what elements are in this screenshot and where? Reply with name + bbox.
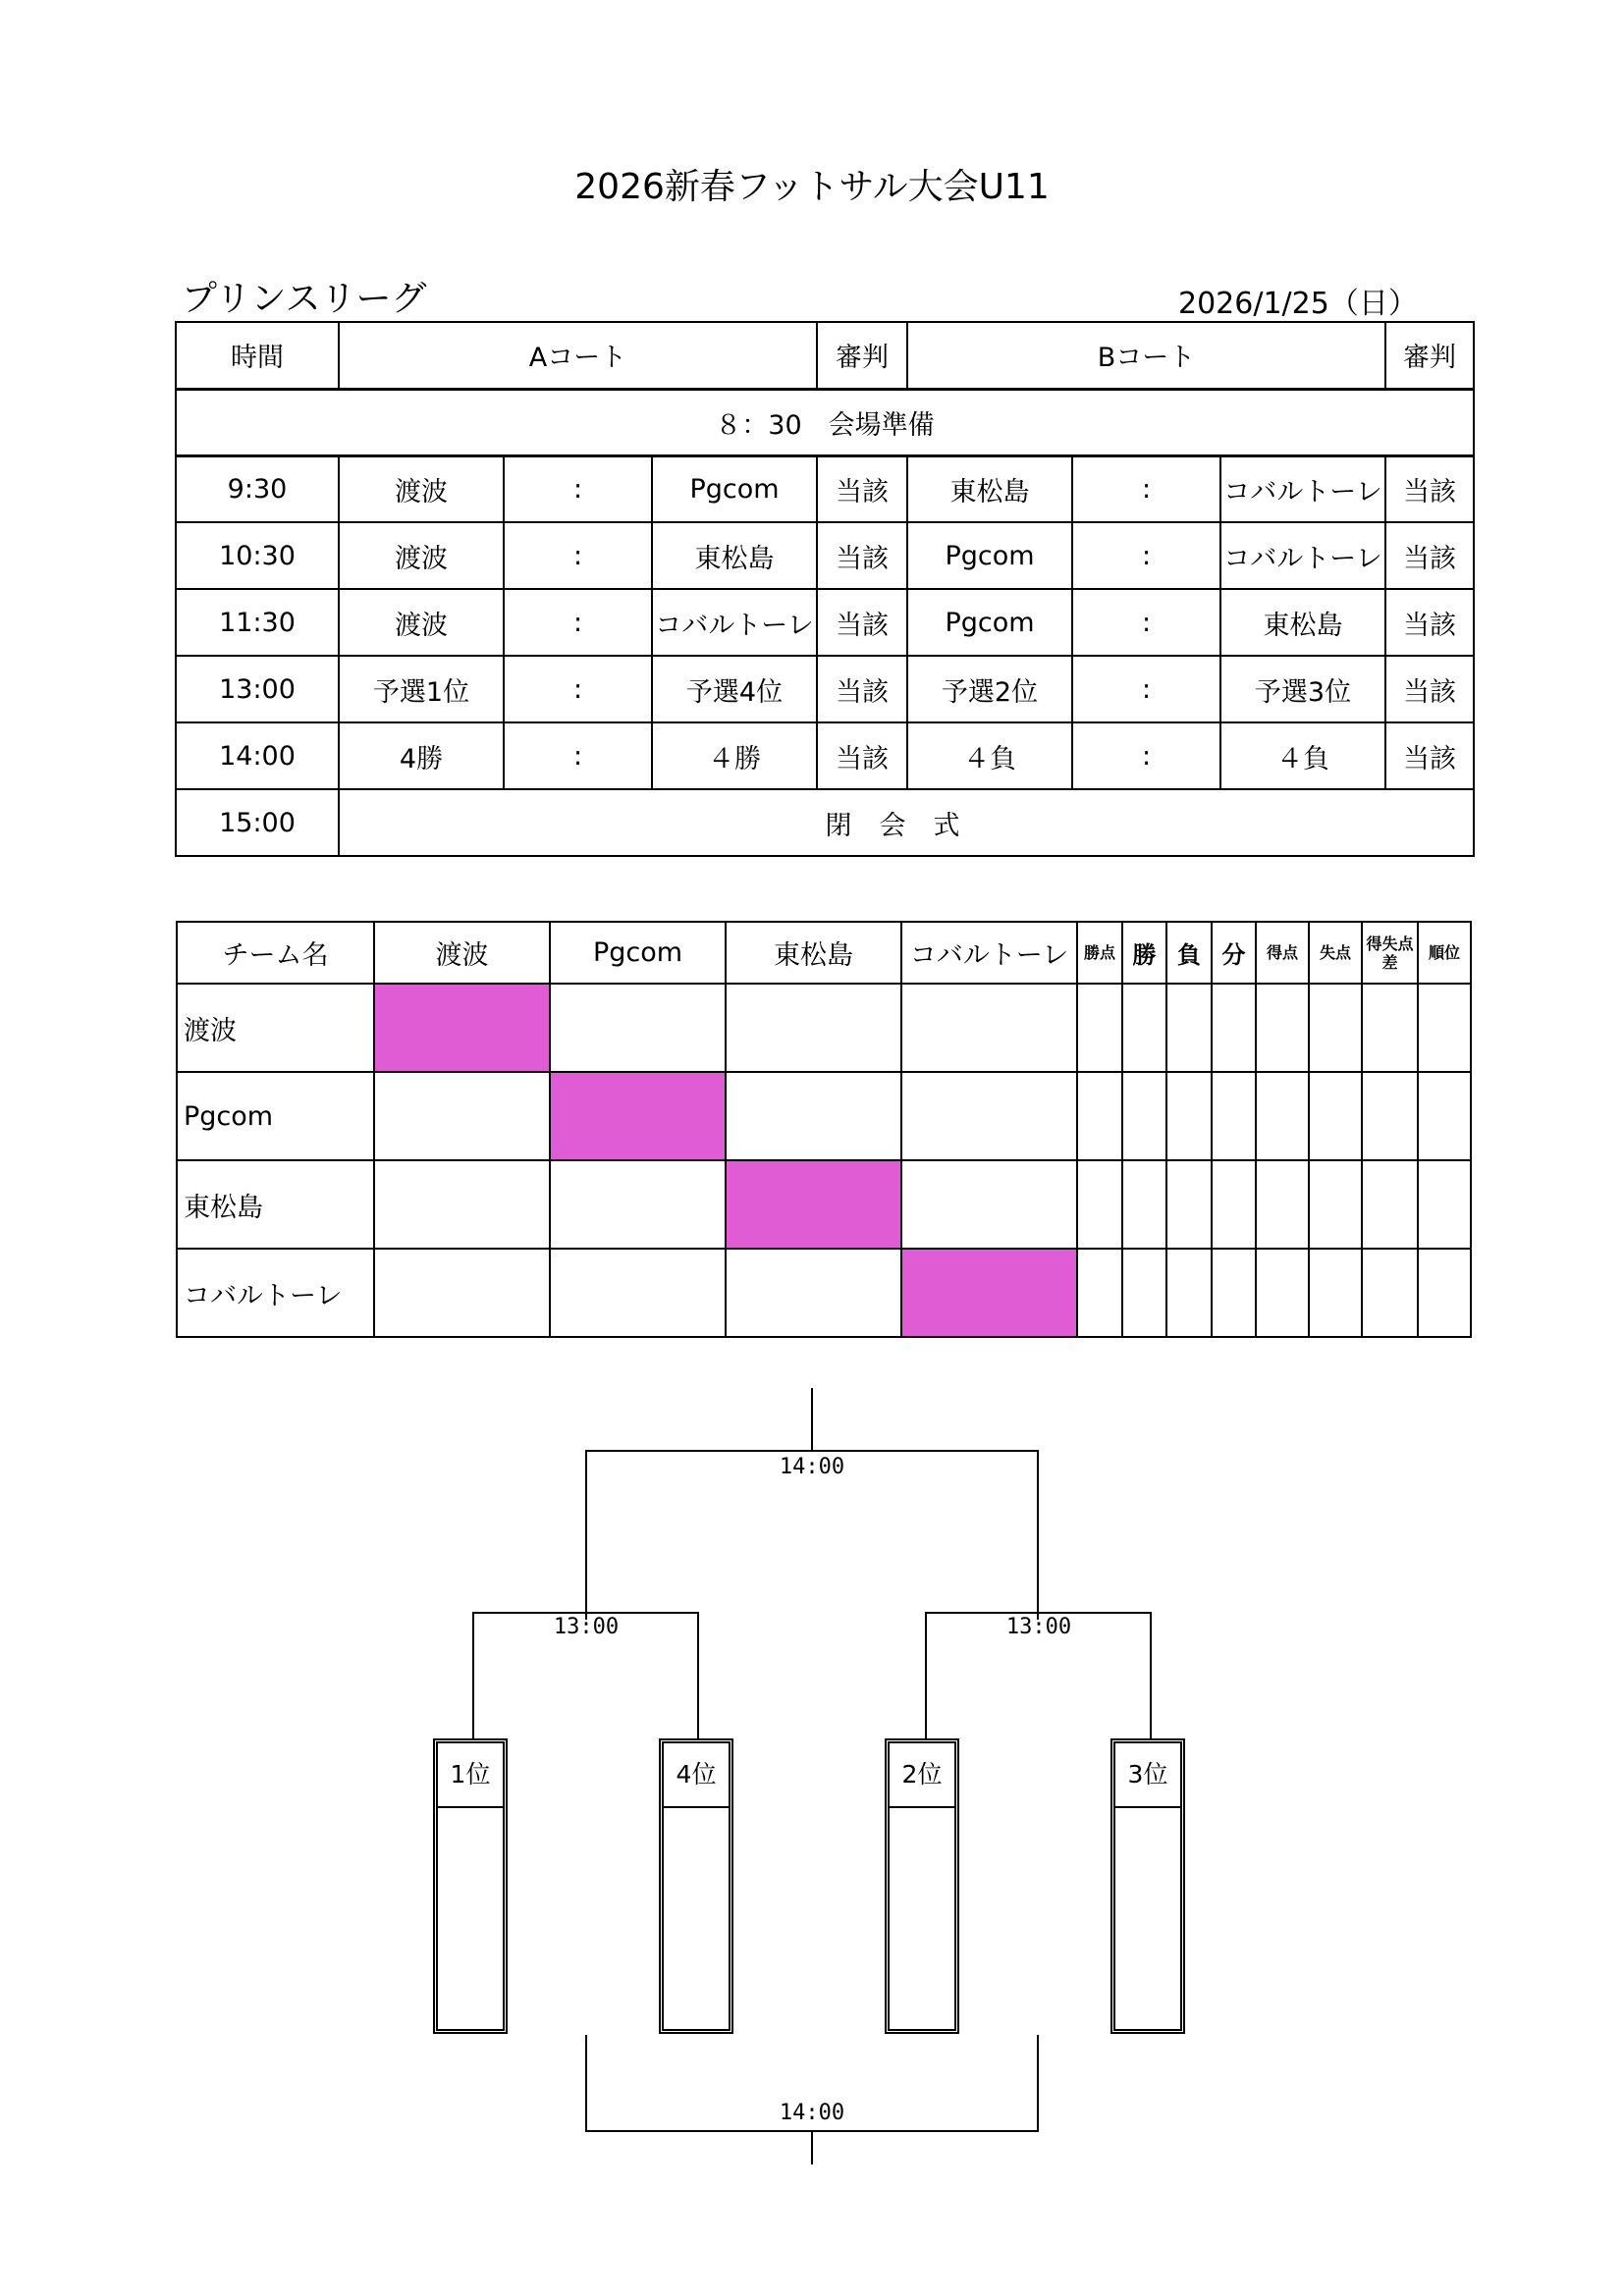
match-time: 9:30: [176, 455, 339, 522]
row-team-name: Pgcom: [177, 1072, 374, 1160]
court-a-home: 渡波: [339, 522, 504, 589]
court-b-referee: 当該: [1385, 522, 1474, 589]
court-b-home: Pgcom: [907, 522, 1072, 589]
header-referee-b: 審判: [1385, 322, 1474, 389]
court-b-score: :: [1072, 589, 1220, 656]
slot-label: 4位: [664, 1743, 729, 1808]
court-b-away: コバルトーレ: [1220, 455, 1385, 522]
court-a-away: Pgcom: [652, 455, 817, 522]
header-draws: 分: [1212, 922, 1256, 984]
court-b-referee: 当該: [1385, 722, 1474, 789]
header-time: 時間: [176, 322, 339, 389]
header-team-name: チーム名: [177, 922, 374, 984]
match-time: 10:30: [176, 522, 339, 589]
court-a-score: :: [504, 589, 652, 656]
closing-ceremony: 閉会式: [339, 789, 1474, 856]
page-title: 2026新春フットサル大会U11: [574, 167, 1050, 207]
header-goals-against: 失点: [1309, 922, 1362, 984]
court-a-score: :: [504, 455, 652, 522]
event-date: 2026/1/25（日）: [1178, 287, 1418, 321]
court-a-home: 渡波: [339, 589, 504, 656]
court-b-away: 予選3位: [1220, 656, 1385, 722]
row-team-name: 東松島: [177, 1160, 374, 1249]
court-a-away: 東松島: [652, 522, 817, 589]
court-b-referee: 当該: [1385, 656, 1474, 722]
header-court-a: Aコート: [339, 322, 817, 389]
header-wins: 勝: [1122, 922, 1166, 984]
match-time: 14:00: [176, 722, 339, 789]
row-team-name: 渡波: [177, 984, 374, 1072]
court-a-score: :: [504, 522, 652, 589]
court-a-referee: 当該: [817, 522, 907, 589]
court-a-referee: 当該: [817, 455, 907, 522]
match-time: 13:00: [176, 656, 339, 722]
court-b-referee: 当該: [1385, 589, 1474, 656]
header-goal-difference: 得失点差: [1362, 922, 1418, 984]
court-b-referee: 当該: [1385, 455, 1474, 522]
bracket-slot: [433, 1738, 508, 2034]
slot-label: 3位: [1115, 1743, 1180, 1808]
bracket-slot: [659, 1738, 733, 2034]
semi-right-time-label: 13:00: [1005, 1615, 1072, 1639]
court-a-home: 予選1位: [339, 656, 504, 722]
court-a-away: コバルトーレ: [652, 589, 817, 656]
bracket-slot: [885, 1738, 959, 2034]
header-referee-a: 審判: [817, 322, 907, 389]
match-time: 11:30: [176, 589, 339, 656]
court-b-away: コバルトーレ: [1220, 522, 1385, 589]
final-time-label: 14:00: [779, 1455, 845, 1479]
court-a-score: :: [504, 656, 652, 722]
header-team: 東松島: [726, 922, 901, 984]
header-losses: 負: [1166, 922, 1212, 984]
third-place-time-label: 14:00: [779, 2101, 845, 2125]
slot-label: 2位: [890, 1743, 954, 1808]
court-b-score: :: [1072, 522, 1220, 589]
court-b-away: 東松島: [1220, 589, 1385, 656]
court-a-referee: 当該: [817, 656, 907, 722]
court-a-home: 渡波: [339, 455, 504, 522]
court-b-home: Pgcom: [907, 589, 1072, 656]
court-b-score: :: [1072, 722, 1220, 789]
court-b-home: ４負: [907, 722, 1072, 789]
court-a-away: 予選4位: [652, 656, 817, 722]
court-b-home: 予選2位: [907, 656, 1072, 722]
semi-left-time-label: 13:00: [553, 1615, 620, 1639]
header-team: 渡波: [374, 922, 550, 984]
header-points: 勝点: [1077, 922, 1122, 984]
header-team: Pgcom: [550, 922, 726, 984]
court-a-referee: 当該: [817, 722, 907, 789]
setup-text: ８：30 会場準備: [176, 389, 1474, 455]
closing-time: 15:00: [176, 789, 339, 856]
court-a-away: ４勝: [652, 722, 817, 789]
slot-label: 1位: [438, 1743, 503, 1808]
court-b-score: :: [1072, 656, 1220, 722]
header-rank: 順位: [1418, 922, 1471, 984]
court-a-referee: 当該: [817, 589, 907, 656]
bracket-slot: [1110, 1738, 1185, 2034]
court-a-score: :: [504, 722, 652, 789]
league-name: プリンスリーグ: [182, 279, 427, 319]
court-a-home: 4勝: [339, 722, 504, 789]
row-team-name: コバルトーレ: [177, 1249, 374, 1337]
header-goals-for: 得点: [1256, 922, 1309, 984]
header-court-b: Bコート: [907, 322, 1385, 389]
court-b-home: 東松島: [907, 455, 1072, 522]
header-team: コバルトーレ: [901, 922, 1077, 984]
court-b-away: ４負: [1220, 722, 1385, 789]
court-b-score: :: [1072, 455, 1220, 522]
